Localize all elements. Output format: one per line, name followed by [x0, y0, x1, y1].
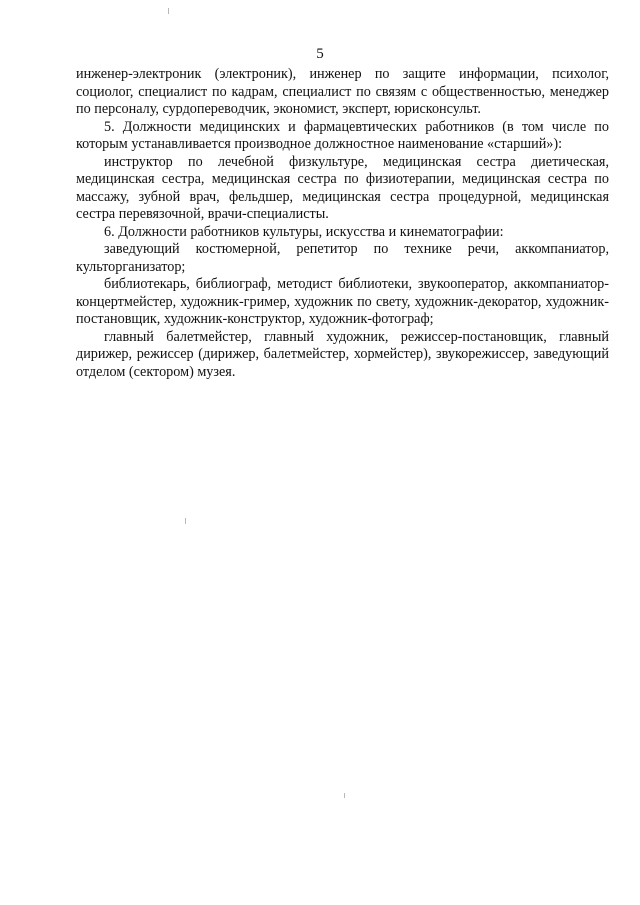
page-number: 5	[316, 46, 324, 62]
scan-speck	[344, 793, 345, 798]
paragraph-culture-positions-2: библиотекарь, библиограф, методист библиотеки, звукооператор, аккомпаниатор-концертмейстер, художник-гример, художник по свету, художник-декоратор, художник-постановщик, художник-конструктор, художник-фотограф;	[76, 276, 609, 327]
paragraph-section-6-heading: 6. Должности работников культуры, искусства и кинематографии:	[104, 223, 504, 240]
paragraph-culture-positions-1: заведующий костюмерной, репетитор по технике речи, аккомпаниатор, культорганизатор;	[76, 241, 609, 275]
scan-speck	[168, 8, 169, 14]
paragraph-medical-positions: инструктор по лечебной физкультуре, медицинская сестра диетическая, медицинская сестра, медицинская сестра по физиотерапии, медицинская сестра по массажу, зубной врач, фельдшер, медицинская сестра процедурной, медицинская сестра перевязочной, врачи-специалисты.	[76, 153, 609, 222]
scan-speck	[185, 518, 186, 524]
document-body	[76, 66, 609, 381]
paragraph-continuation: инженер-электроник (электроник), инженер по защите информации, психолог, социолог, специалист по кадрам, специалист по связям с общественностью, менеджер по персоналу, сурдопереводчик, экономист, эксперт, юрисконсульт.	[76, 66, 609, 117]
paragraph-culture-positions-3: главный балетмейстер, главный художник, режиссер-постановщик, главный дирижер, режиссер (дирижер, балетмейстер, хормейстер), звукорежиссер, заведующий отделом (сектором) музея.	[76, 328, 609, 380]
paragraph-section-5-heading: 5. Должности медицинских и фармацевтических работников (в том числе по которым устанавливается производное должностное наименование «старший»):	[76, 118, 609, 152]
